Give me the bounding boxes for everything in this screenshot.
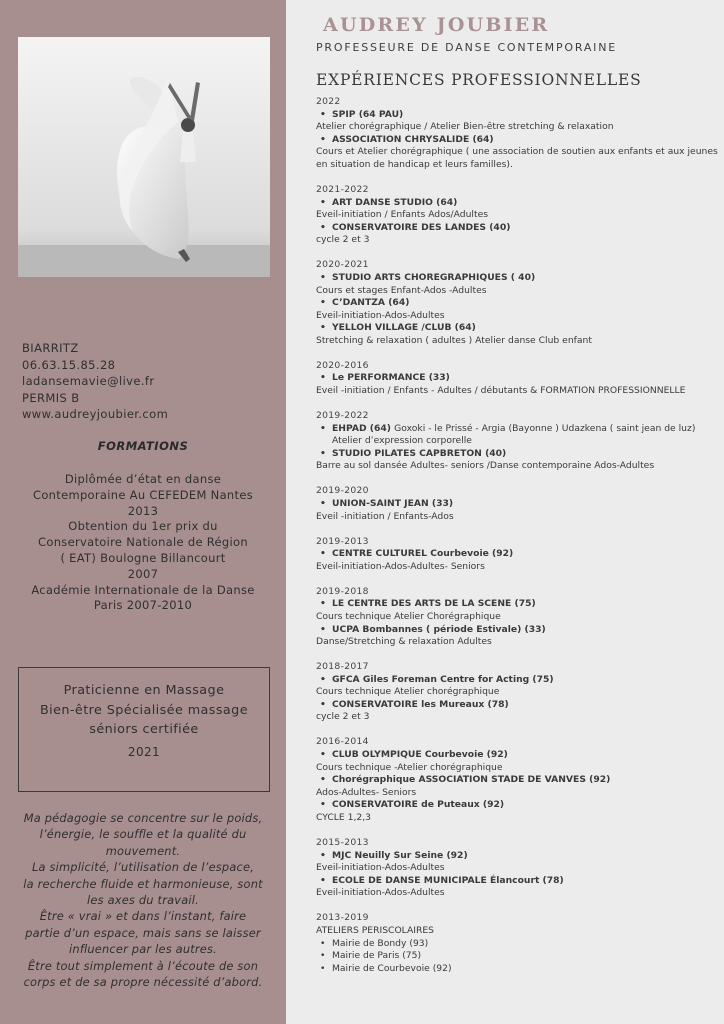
experience-year: 2019-2013 <box>316 535 369 547</box>
experience-description: Cours technique -Atelier chorégraphique <box>316 761 503 773</box>
experience-employer: • ART DANSE STUDIO (64) <box>316 197 721 210</box>
experience-employer: • MJC Neuilly Sur Seine (92) <box>316 850 721 863</box>
experience-year: 2019-2018 <box>316 585 369 597</box>
experience-description: Eveil-initiation-Ados-Adultes <box>316 862 445 874</box>
formation-line: Obtention du 1er prix du <box>68 519 218 534</box>
formations-title: FORMATIONS <box>97 439 189 453</box>
experience-description: Danse/Stretching & relaxation Adultes <box>316 636 492 648</box>
massage-line: séniors certifiée <box>89 722 199 737</box>
experience-year: 2015-2013 <box>316 837 369 848</box>
employer-name: EHPAD (64) <box>332 422 395 434</box>
experience-description: CYCLE 1,2,3 <box>316 812 371 824</box>
philosophy-line: La simplicité, l’utilisation de l’espace, <box>31 860 255 875</box>
experience-block <box>316 360 721 398</box>
experience-description: Cours technique Atelier chorégraphique <box>316 686 500 698</box>
experience-employer: • Le PERFORMANCE (33) <box>316 372 721 385</box>
philosophy-line: Être « vrai » et dans l’instant, faire <box>39 909 247 924</box>
massage-year: 2021 <box>127 744 161 759</box>
experience-description: Eveil-initiation-Ados-Adultes <box>316 887 445 899</box>
sidebar <box>0 0 286 1024</box>
formation-line: Paris 2007-2010 <box>93 598 193 613</box>
formation-line: Diplômée d’état en danse <box>64 472 222 486</box>
experience-year: 2020-2016 <box>316 359 369 371</box>
experience-description: Eveil -initiation / Enfants - Adultes / débutants & FORMATION PROFESSIONNELLE <box>316 385 686 397</box>
formation-line: 2013 <box>127 503 159 518</box>
employer-name: CENTRE CULTUREL <box>332 548 431 560</box>
experience-employer: • Mairie de Paris (75) <box>316 950 721 963</box>
dancer-illustration <box>18 37 270 277</box>
experience-description: cycle 2 et 3 <box>316 234 370 246</box>
philosophy-line: Ma pédagogie se concentre sur le poids, <box>23 811 263 825</box>
experience-description: Eveil-initiation-Ados-Adultes- Seniors <box>316 560 485 572</box>
formation-line: 2007 <box>127 566 159 581</box>
email[interactable]: ladansemavie@live.fr <box>22 374 155 388</box>
website[interactable]: www.audreyjoubier.com <box>22 407 169 421</box>
experience-description: Cours et stages Enfant-Ados -Adultes <box>316 284 487 296</box>
experience-year: 2021-2022 <box>316 183 369 195</box>
massage-certification-box <box>18 667 270 792</box>
experience-employer: • STUDIO PILATES CAPBRETON (40) <box>316 448 721 461</box>
experience-block <box>316 661 721 724</box>
experience-block <box>316 586 721 649</box>
experience-employer <box>316 423 721 448</box>
experience-description: cycle 2 et 3 <box>316 711 370 723</box>
experiences-title: EXPÉRIENCES PROFESSIONNELLES <box>316 71 642 89</box>
experience-year: 2013-2019 <box>316 912 369 924</box>
experience-description: Atelier chorégraphique / Atelier Bien-être stretching & relaxation <box>316 121 614 133</box>
philosophy-line: mouvement. <box>105 843 181 858</box>
experience-block <box>316 912 721 975</box>
experience-employer <box>316 548 721 561</box>
teaching-philosophy <box>10 810 276 990</box>
experience-block <box>316 536 721 574</box>
experience-description: Cours technique Atelier Chorégraphique <box>316 610 501 622</box>
experience-block <box>316 96 721 172</box>
experience-employer: • Mairie de Courbevoie (92) <box>316 963 721 976</box>
experience-employer: • ASSOCIATION CHRYSALIDE (64) <box>316 134 721 147</box>
experience-employer: • STUDIO ARTS CHOREGRAPHIQUES ( 40) <box>316 272 721 285</box>
experience-employer: • UCPA Bombannes ( période Estivale) (33) <box>316 624 721 637</box>
experience-description: ATELIERS PERISCOLAIRES <box>316 924 435 936</box>
experience-employer: • LE CENTRE DES ARTS DE LA SCENE (75) <box>316 598 721 611</box>
experience-employer: • Chorégraphique ASSOCIATION STADE DE VANVES (92) <box>316 774 721 787</box>
experience-description: Eveil -initiation / Enfants-Ados <box>316 510 454 522</box>
experience-year: 2018-2017 <box>316 661 369 673</box>
philosophy-line: l’énergie, le souffle et la qualité du <box>39 827 247 842</box>
experience-employer: • SPIP (64 PAU) <box>316 109 721 122</box>
formations-list <box>0 472 286 614</box>
experience-employer: • Mairie de Bondy (93) <box>316 938 721 951</box>
experience-employer: • CONSERVATOIRE DES LANDES (40) <box>316 222 721 235</box>
formation-line: ( EAT) Boulogne Billancourt <box>60 550 226 565</box>
experience-employer: • CONSERVATOIRE de Puteaux (92) <box>316 799 721 812</box>
experiences-list <box>316 96 721 988</box>
philosophy-line: les axes du travail. <box>87 893 199 908</box>
formation-line: Conservatoire Nationale de Région <box>38 535 248 550</box>
experience-block <box>316 259 721 347</box>
experience-year: 2020-2021 <box>316 259 369 271</box>
formation-line: Contemporaine Au CEFEDEM Nantes <box>33 487 253 502</box>
experience-block <box>316 485 721 523</box>
experience-employer: • CLUB OLYMPIQUE Courbevoie (92) <box>316 749 721 762</box>
experience-employer: • ECOLE DE DANSE MUNICIPALE Élancourt (78) <box>316 875 721 888</box>
dancer-photo <box>18 37 270 277</box>
experience-block <box>316 184 721 247</box>
massage-line: Bien-être Spécialisée massage <box>40 702 248 718</box>
philosophy-line: partie d’un espace, mais sans se laisser <box>25 925 261 940</box>
experience-employer: • GFCA Giles Foreman Centre for Acting (75) <box>316 674 721 687</box>
experience-employer: • YELLOH VILLAGE /CLUB (64) <box>316 322 721 335</box>
driving-license: PERMIS B <box>22 390 80 405</box>
city: BIARRITZ <box>22 341 79 355</box>
experience-year: 2022 <box>316 96 341 107</box>
experience-employer: • UNION-SAINT JEAN (33) <box>316 498 721 511</box>
job-title: PROFESSEURE DE DANSE CONTEMPORAINE <box>316 41 618 54</box>
phone[interactable]: 06.63.15.85.28 <box>22 357 116 372</box>
experience-description: Stretching & relaxation ( adultes ) Atelier danse Club enfant <box>316 334 592 346</box>
experience-description: Ados-Adultes- Seniors <box>316 786 417 798</box>
philosophy-line: corps et de sa propre nécessité d’abord. <box>23 975 263 990</box>
experience-block <box>316 410 721 473</box>
massage-line: Praticienne en Massage <box>63 683 225 698</box>
philosophy-line: Être tout simplement à l’écoute de son <box>27 958 259 973</box>
philosophy-line: influencer par les autres. <box>69 942 217 957</box>
experience-employer: • C’DANTZA (64) <box>316 297 721 310</box>
philosophy-line: la recherche fluide et harmonieuse, sont <box>23 876 263 891</box>
experience-description: Eveil-initiation / Enfants Ados/Adultes <box>316 209 489 221</box>
experience-year: 2019-2022 <box>316 410 369 422</box>
massage-certification-text <box>19 681 269 762</box>
employer-detail: Goxoki - le Prissé - Argia (Bayonne ) Udazkena ( saint jean de luz) Atelier d’expression corporelle <box>332 422 696 447</box>
contact-info <box>22 340 168 423</box>
experience-block <box>316 736 721 824</box>
experience-description: Barre au sol dansée Adultes- seniors /Danse contemporaine Ados-Adultes <box>316 460 655 472</box>
experience-year: 2016-2014 <box>316 736 369 748</box>
experience-employer: • CONSERVATOIRE les Mureaux (78) <box>316 699 721 712</box>
experience-block <box>316 837 721 900</box>
formation-line: Académie Internationale de la Danse <box>31 582 255 597</box>
employer-location: Courbevoie (92) <box>430 548 514 560</box>
person-name: AUDREY JOUBIER <box>323 14 550 36</box>
experience-year: 2019-2020 <box>316 485 369 497</box>
experience-description: Cours et Atelier chorégraphique ( une association de soutien aux enfants et aux jeunes en situation de handicap et leurs familles). <box>316 146 718 170</box>
experience-description: Eveil-initiation-Ados-Adultes <box>316 309 445 321</box>
